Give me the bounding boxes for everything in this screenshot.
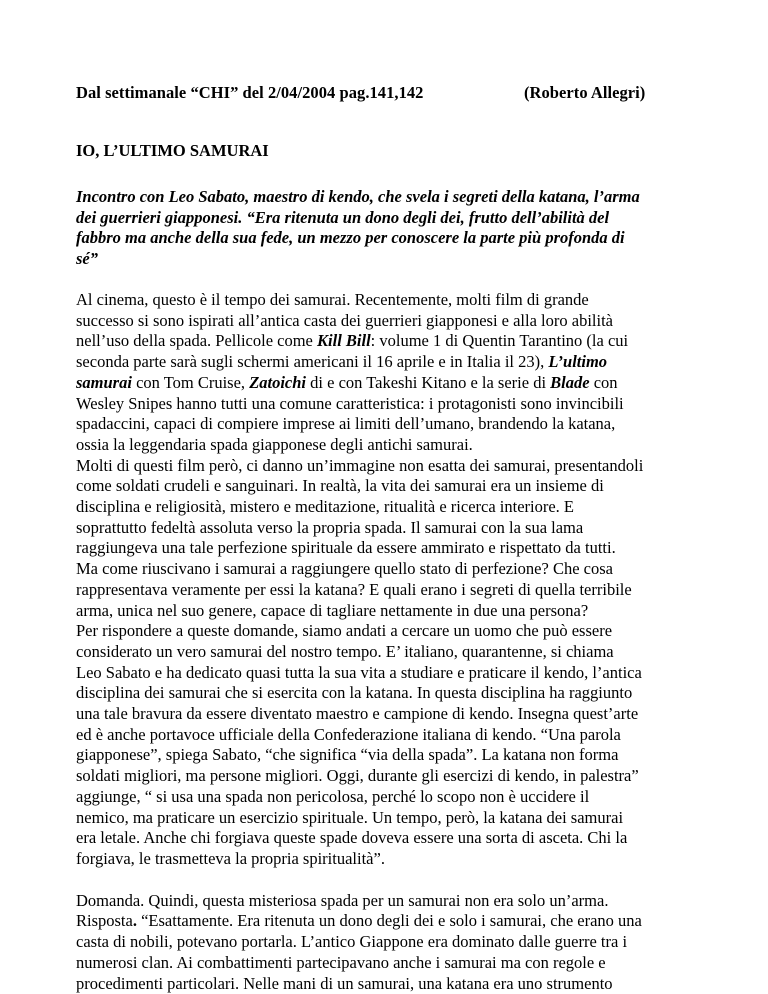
body-line: casta di nobili, potevano portarla. L’antico Giappone era dominato dalle guerre tra i <box>76 932 628 952</box>
body-line: successo si sono ispirati all’antica casta dei guerrieri giapponesi e alla loro abilità <box>76 310 613 330</box>
interview-question: Domanda. Quindi, questa misteriosa spada per un samurai non era solo un’arma. <box>76 890 609 910</box>
body-line: soprattutto fedeltà assoluta verso la propria spada. Il samurai con la sua lama <box>76 517 584 537</box>
body-line: disciplina e religiosità, mistero e meditazione, ritualità e ricerca interiore. E <box>76 497 575 517</box>
body-text: “Esattamente. Era ritenuta un dono degli dei e solo i samurai, che erano una <box>136 911 642 931</box>
body-line: numerosi clan. Ai combattimenti partecipavano anche i samurai ma con regole e <box>76 952 606 972</box>
film-title-zatoichi: Zatoichi <box>249 372 307 392</box>
body-line: giapponese”, spiega Sabato, “che significa “via della spada”. La katana non forma <box>76 745 619 765</box>
body-line: una tale bravura da essere diventato maestro e campione di kendo. Insegna quest’arte <box>76 704 639 724</box>
film-title-kill-bill: Kill Bill <box>317 331 371 351</box>
paragraph-films <box>76 456 701 622</box>
body-line: forgiava, le trasmetteva la propria spiritualità”. <box>76 848 385 868</box>
film-title-ultimo-samurai-cont: samurai <box>76 372 132 392</box>
paragraph-intro <box>76 290 701 456</box>
paragraph-spacer <box>76 870 701 891</box>
lead-line: fabbro ma anche della sua fede, un mezzo per conoscere la parte più profonda di <box>76 228 625 248</box>
source-line <box>76 83 646 103</box>
article-lead <box>76 187 701 270</box>
body-line: procedimenti particolari. Nelle mani di un samurai, una katana era uno strumento <box>76 973 613 993</box>
body-text: di e con Takeshi Kitano e la serie di <box>306 372 551 392</box>
body-line: raggiungeva una tale perfezione spirituale da essere ammirato e rispettato da tutti. <box>76 538 616 558</box>
lead-line: dei guerrieri giapponesi. “Era ritenuta un dono degli dei, frutto dell’abilità del <box>76 207 610 227</box>
body-line: aggiunge, “ si usa una spada non pericolosa, perché lo scopo non è uccidere il <box>76 786 590 806</box>
body-line <box>76 331 701 352</box>
answer-label-dot: . <box>132 911 137 931</box>
body-line: Leo Sabato e ha dedicato quasi tutta la sua vita a studiare e praticare il kendo, l’antica <box>76 662 642 682</box>
author-name: (Roberto Allegri) <box>524 83 646 102</box>
body-line: Al cinema, questo è il tempo dei samurai. Recentemente, molti film di grande <box>76 290 589 309</box>
body-text: nell’uso della spada. Pellicole come <box>76 331 318 351</box>
body-line: arma, unica nel suo genere, capace di tagliare nettamente in due una persona? <box>76 600 589 620</box>
body-line: soldati migliori, ma persone migliori. Oggi, durante gli esercizi di kendo, in palestra” <box>76 766 639 786</box>
body-text: con <box>589 372 618 392</box>
body-text: seconda parte sarà sugli schermi americani il 16 aprile e in Italia il 23), <box>76 352 549 372</box>
paragraph-interview <box>76 891 701 994</box>
body-text: con Tom Cruise, <box>131 372 250 392</box>
article-title: IO, L’ULTIMO SAMURAI <box>76 141 269 160</box>
body-line: Ma come riuscivano i samurai a raggiungere quello stato di perfezione? Che cosa <box>76 559 613 579</box>
body-line: era letale. Anche chi forgiava queste spade doveva essere una sorta di asceta. Chi la <box>76 828 628 848</box>
article-body <box>76 290 701 994</box>
body-line <box>76 911 701 932</box>
body-line: nemico, ma praticare un esercizio spirituale. Un tempo, però, la katana dei samurai <box>76 807 624 827</box>
paragraph-sabato <box>76 621 701 869</box>
source-text: Dal settimanale “CHI” del 2/04/2004 pag.141,142 <box>76 83 424 102</box>
body-line: ed è anche portavoce ufficiale della Confederazione italiana di kendo. “Una parola <box>76 724 621 744</box>
interview-answer-label: Risposta <box>76 911 133 931</box>
body-text: : volume 1 di Quentin Tarantino (la cui <box>370 331 629 351</box>
lead-line: sé” <box>76 249 98 269</box>
body-line <box>76 373 701 394</box>
body-line: disciplina dei samurai che si esercita con la katana. In questa disciplina ha raggiunto <box>76 683 633 703</box>
body-line: spadaccini, capaci di compiere imprese ai limiti dell’umano, brandendo la katana, <box>76 414 616 434</box>
body-line <box>76 352 701 373</box>
body-line: ossia la leggendaria spada giapponese degli antichi samurai. <box>76 434 473 454</box>
lead-line: Incontro con Leo Sabato, maestro di kendo, che svela i segreti della katana, l’arma <box>76 187 640 206</box>
body-line: come soldati crudeli e sanguinari. In realtà, la vita dei samurai era un insieme di <box>76 476 604 496</box>
film-title-ultimo-samurai: L’ultimo <box>548 352 608 372</box>
body-line: Molti di questi film però, ci danno un’immagine non esatta dei samurai, presentandoli <box>76 455 644 475</box>
body-line: Per rispondere a queste domande, siamo andati a cercare un uomo che può essere <box>76 621 613 641</box>
body-line: considerato un vero samurai del nostro tempo. E’ italiano, quarantenne, si chiama <box>76 641 614 661</box>
film-title-blade: Blade <box>550 372 590 392</box>
body-line: Wesley Snipes hanno tutti una comune caratteristica: i protagonisti sono invincibili <box>76 393 624 413</box>
body-line: rappresentava veramente per essi la katana? E quali erano i segreti di quella terribile <box>76 579 632 599</box>
